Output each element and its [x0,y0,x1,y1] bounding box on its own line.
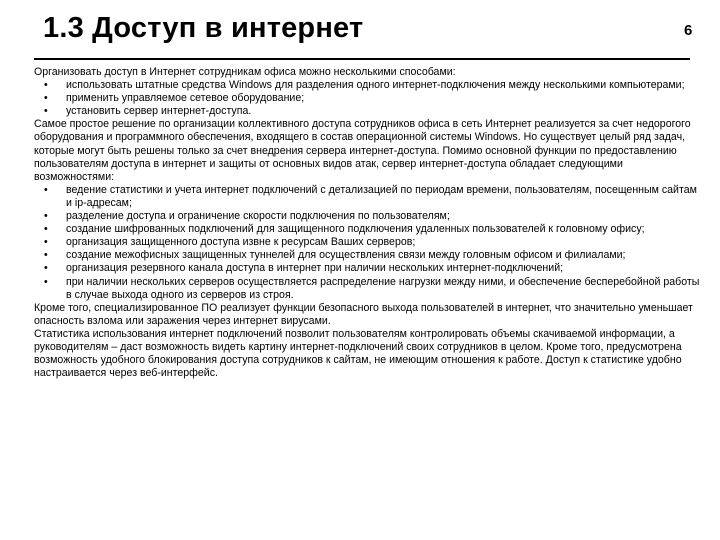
page-number: 6 [684,22,693,39]
slide-body [34,66,700,380]
bullet-icon: • [44,105,48,118]
list-item [34,105,700,118]
intro-paragraph: Организовать доступ в Интернет сотрудникам офиса можно несколькими способами: [34,66,456,78]
list-item-text: ведение статистики и учета интернет подключений с детализацией по периодам времени, пользователям, посещенным сайтам и ip-адресам; [66,183,697,209]
list-item-text: создание шифрованных подключений для защищенного подключения удаленных пользователей к головному офису; [66,223,645,236]
list-item-text: создание межофисных защищенных туннелей для осуществления связи между головным офисом и филиалами; [66,249,626,262]
ways-list [34,79,700,118]
bullet-icon: • [44,275,48,288]
bullet-icon: • [44,92,48,105]
bullet-icon: • [44,262,48,275]
list-item [34,210,700,223]
bullet-icon: • [44,236,48,249]
list-item [34,262,700,275]
list-item [34,79,700,92]
list-item-text: использовать штатные средства Windows для разделения одного интернет-подключения между несколькими компьютерами; [66,79,685,92]
list-item [34,236,700,249]
slide-title: 1.3 Доступ в интернет [43,12,364,44]
bullet-icon: • [44,249,48,262]
security-paragraph: Кроме того, специализированное ПО реализует функции безопасного выхода пользователей в интернет, что значительно уменьшает опасность взлома или заражения через интернет вирусами. [34,301,693,327]
bullet-icon: • [44,210,48,223]
list-item-text: разделение доступа и ограничение скорости подключения по пользователям; [66,210,450,223]
bullet-icon: • [44,79,48,92]
list-item [34,249,700,262]
bullet-icon: • [44,223,48,236]
bullet-icon: • [44,183,48,196]
list-item-text: организация защищенного доступа извне к ресурсам Ваших серверов; [66,236,416,249]
statistics-paragraph: Статистика использования интернет подключений позволит пользователям контролировать объемы скачиваемой информации, а руководителям – даст возможность видеть картину интернет-подключений своих сотрудников в целом. Кроме того, предусмотрена возможность удобного блокирования доступа сотрудников к сайтам, не имеющим отношения к работе. Доступ к статистике удобно настраивается через веб-интерфейс. [34,327,682,380]
features-list [34,184,700,302]
list-item [34,92,700,105]
list-item-text: организация резервного канала доступа в интернет при наличии нескольких интернет-подключений; [66,262,564,275]
list-item-text: установить сервер интернет-доступа. [66,105,252,118]
list-item [34,184,700,210]
solution-paragraph: Самое простое решение по организации коллективного доступа сотрудников офиса в сеть Интернет реализуется за счет недорогого оборудования и программного обеспечения, входящего в состав операционной системы Windows. Но существует целый ряд задач, которые могут быть решены только за счет внедрения сервера интернет-доступа. Помимо основной функции по предоставлению пользователям доступа в интернет и защиты от основных видов атак, сервер интернет-доступа обладает следующими возможностями: [34,118,691,183]
list-item [34,223,700,236]
title-divider [34,58,690,60]
list-item-text: при наличии нескольких серверов осуществляется распределение нагрузки между ними, и обеспечение бесперебойной работы в случае выхода одного из серверов из строя. [66,275,700,301]
list-item-text: применить управляемое сетевое оборудование; [66,92,305,105]
list-item [34,276,700,302]
